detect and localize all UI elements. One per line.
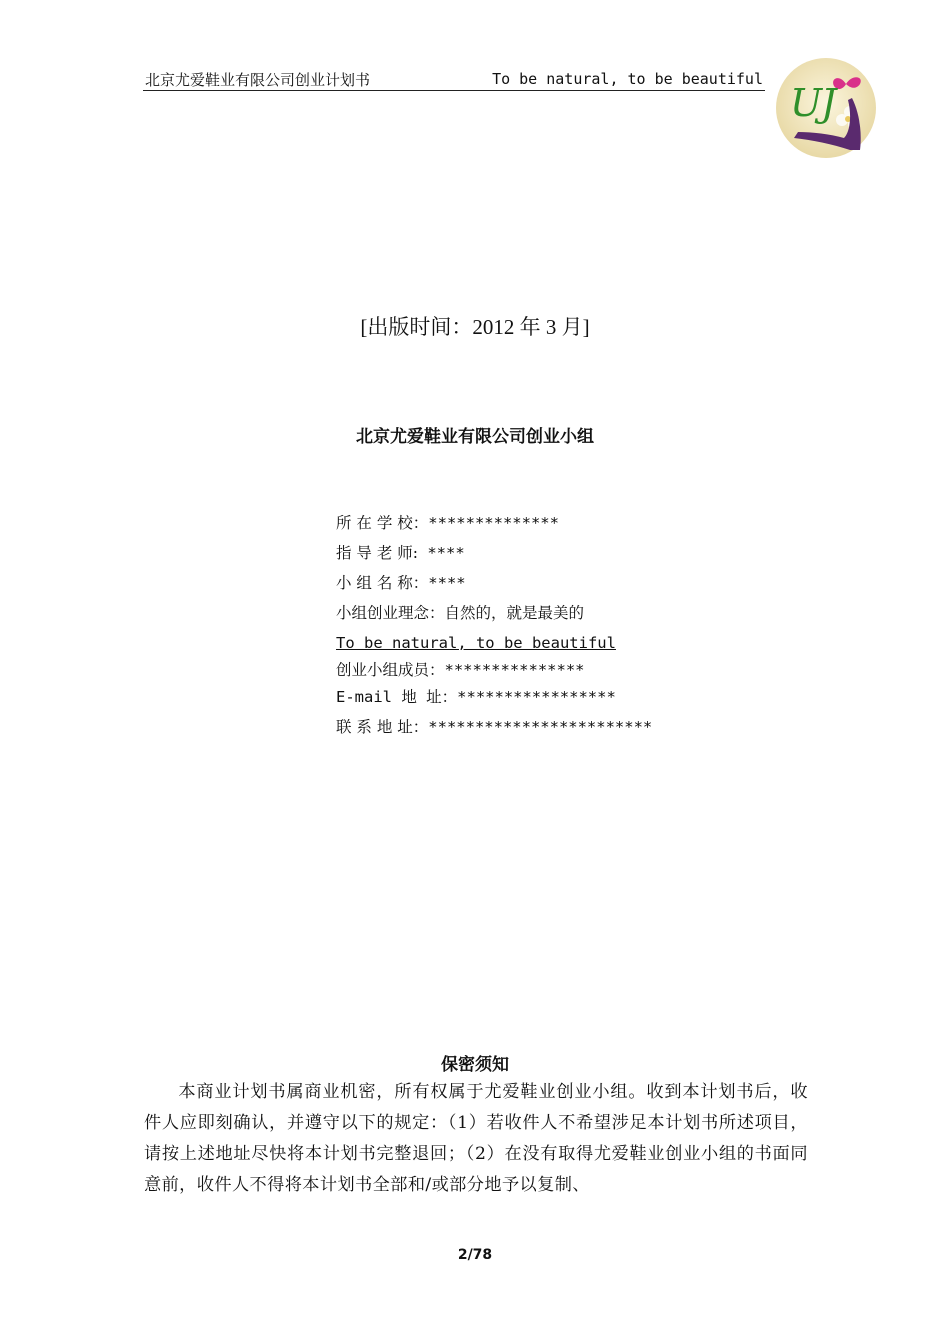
header-slogan: To be natural, to be beautiful bbox=[492, 70, 763, 88]
address-label: 联 系 地 址： bbox=[336, 718, 429, 736]
philosophy-value: 自然的，就是最美的 bbox=[444, 604, 585, 622]
info-row-email bbox=[336, 684, 756, 714]
group-name-label: 小 组 名 称： bbox=[336, 574, 429, 592]
english-slogan: To be natural, to be beautiful bbox=[336, 634, 616, 652]
members-label: 创业小组成员： bbox=[336, 661, 445, 679]
publish-date: [出版时间：2012 年 3 月] bbox=[360, 315, 590, 339]
info-row-school bbox=[336, 510, 756, 540]
school-value: ************** bbox=[428, 514, 559, 532]
info-row-members bbox=[336, 657, 756, 684]
page-number: 2/78 bbox=[457, 1247, 493, 1263]
info-row-slogan bbox=[336, 630, 756, 657]
info-row-philosophy bbox=[336, 600, 756, 630]
company-logo bbox=[772, 54, 880, 162]
address-value: ************************ bbox=[428, 718, 653, 736]
header-document-title: 北京尤爱鞋业有限公司创业计划书 bbox=[145, 71, 371, 89]
info-row-address bbox=[336, 714, 756, 744]
school-label: 所 在 学 校： bbox=[336, 514, 429, 532]
members-value: *************** bbox=[444, 661, 585, 679]
group-info bbox=[336, 510, 756, 744]
info-row-group-name bbox=[336, 570, 756, 600]
email-label: E-mail 地 址： bbox=[336, 688, 458, 706]
page-header bbox=[143, 68, 765, 91]
info-row-teacher bbox=[336, 540, 756, 570]
email-value: ***************** bbox=[457, 688, 616, 706]
philosophy-label: 小组创业理念： bbox=[336, 604, 445, 622]
group-name-value: **** bbox=[428, 574, 466, 592]
teacher-label: 指 导 老 师: bbox=[336, 544, 419, 562]
group-title: 北京尤爱鞋业有限公司创业小组 bbox=[356, 427, 594, 447]
logo-text: UJ bbox=[790, 81, 837, 125]
teacher-value: **** bbox=[418, 544, 465, 562]
confidentiality-notice-body: 本商业计划书属商业机密，所有权属于尤爱鞋业创业小组。收到本计划书后，收件人应即刻确认，并遵守以下的规定：（1）若收件人不希望涉足本计划书所述项目，请按上述地址尽快将本计划书完整退回；（2）在没有取得尤爱鞋业创业小组的书面同意前，收件人不得将本计划书全部和/或部分地予以复制、 bbox=[144, 1082, 808, 1195]
confidentiality-notice-title: 保密须知 bbox=[441, 1055, 509, 1075]
